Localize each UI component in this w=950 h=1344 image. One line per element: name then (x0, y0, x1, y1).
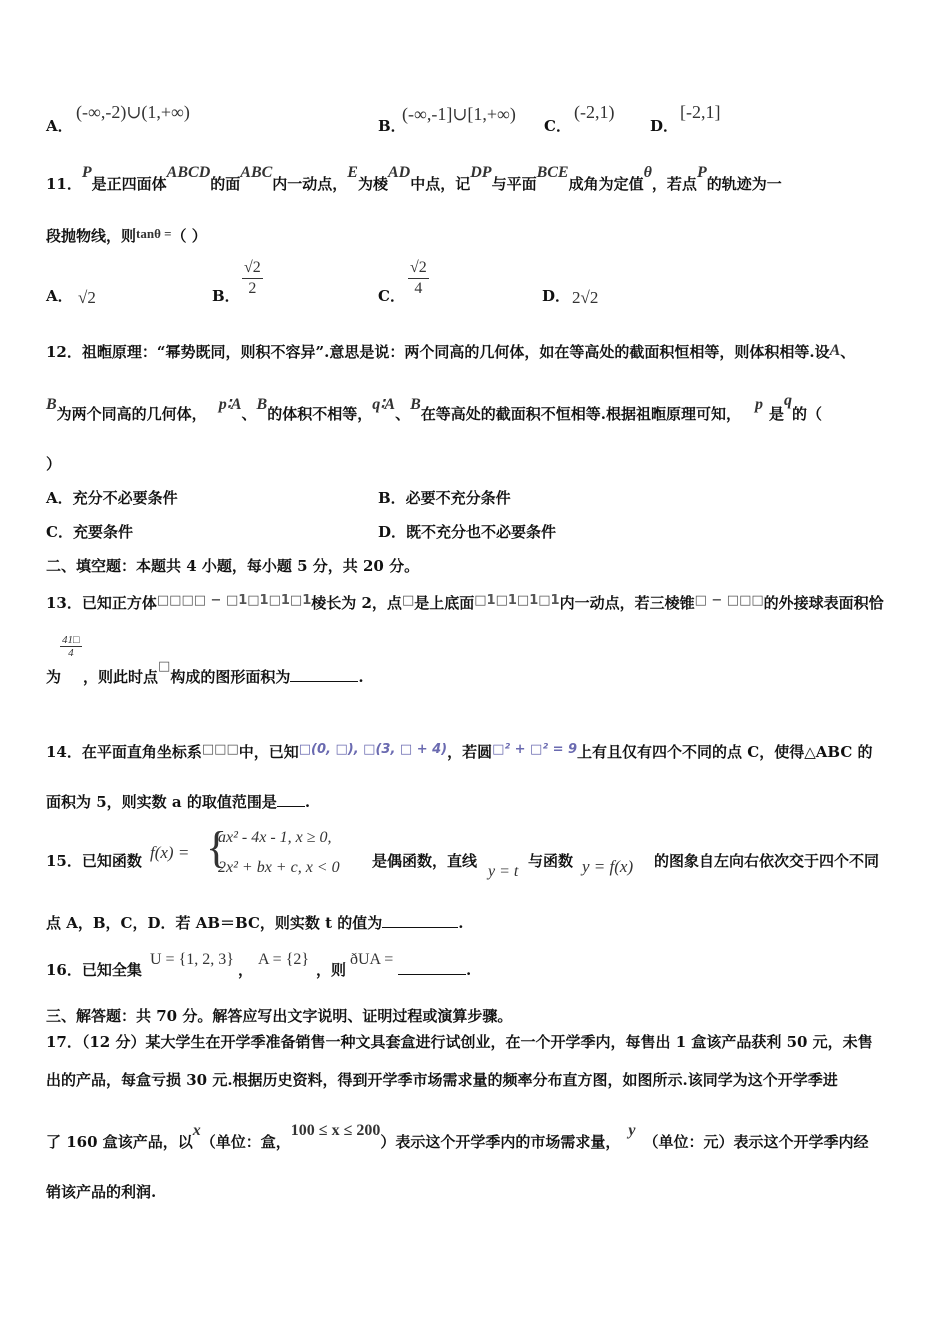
q17-line1: 17．（12 分）某大学生在开学季准备销售一种文具套盒进行试创业，在一个开学季内，每售出 1 盒该产品获利 50 元，未售 (46, 1033, 873, 1051)
q12-text: 、 (395, 405, 411, 423)
q11-option-a-label: A． (46, 287, 73, 305)
q11-text: 与平面 (491, 175, 537, 193)
q11-text: 成角为定值 (568, 175, 644, 193)
q14-line2 (46, 792, 310, 812)
q13-text: 的外接球表面积恰 (763, 594, 884, 612)
q11-option-b-label: B． (212, 287, 240, 305)
q13-text: . (358, 668, 364, 686)
q15-fx: f(x) = (150, 843, 190, 862)
q11-text: 的轨迹为一 (706, 175, 782, 193)
q10-option-c-label: C． (544, 117, 571, 135)
q11-option-d-math: 2√2 (572, 288, 599, 307)
q17-text: （单位：元）表示这个开学季内经 (643, 1133, 869, 1151)
q16-text: ，则 (316, 961, 347, 979)
q11-option-b-math (242, 258, 263, 299)
q12-line2 (46, 392, 823, 425)
q11-text: 的面 (210, 175, 241, 193)
q14-missing-glyph: □□□ (201, 742, 239, 757)
q11-text: 段抛物线，则 (46, 227, 137, 245)
q12-text: 的（ (792, 405, 823, 423)
q15-text: 与函数 (528, 852, 574, 870)
q15-text: 是偶函数，直线 (372, 852, 478, 870)
q17-text: 了 160 盒该产品，以 (46, 1133, 193, 1151)
q10-option-d-label: D． (650, 117, 679, 135)
q11-var-ad: AD (387, 164, 411, 181)
q11-text: 中点，记 (410, 175, 471, 193)
q12-text: 在等高处的截面积不恒相等.根据祖暅原理可知， (420, 405, 741, 423)
q13-text: 内一动点，若三棱锥 (559, 594, 695, 612)
q12-var-p: p (755, 396, 763, 413)
q13-text: 是上底面 (414, 594, 475, 612)
q12-line1 (46, 342, 855, 363)
q13-text: ，则此时点 (83, 668, 159, 686)
q11-var-abc: ABC (240, 164, 273, 181)
q11-line1 (46, 164, 782, 195)
q13-answer-blank[interactable] (290, 667, 358, 682)
q16-tail (398, 960, 471, 980)
q15-text: . (458, 914, 464, 932)
section-2-heading: 二、填空题：本题共 4 小题，每小题 5 分，共 20 分。 (46, 557, 420, 575)
q11-var-theta: θ (643, 164, 652, 181)
q17-var-x: x (192, 1122, 201, 1139)
q15-case2: 2x² + bx + c, x < 0 (218, 859, 340, 876)
q11-text: ，若点 (651, 175, 697, 193)
q12-option-a: A．充分不必要条件 (46, 489, 178, 507)
q17-line2: 出的产品，每盒亏损 30 元.根据历史资料，得到开学季市场需求量的频率分布直方图，如图所示.该同学为这个开学季进 (46, 1071, 838, 1089)
q10-option-a-label: A． (46, 117, 73, 135)
q14-answer-blank[interactable] (277, 792, 305, 807)
q10-option-c-math: (-2,1) (574, 102, 615, 122)
q16-label: 16．已知全集 (46, 961, 142, 979)
frac-numerator: √2 (242, 258, 263, 279)
q11-var-abcd: ABCD (166, 164, 211, 181)
frac-denominator: 4 (414, 280, 423, 297)
q14-text: . (304, 793, 311, 811)
q14-line1 (46, 742, 873, 764)
q15-label: 15．已知函数 (46, 852, 142, 870)
q12-text: 的体积不相等， (267, 405, 373, 423)
q11-text: 为棱 (357, 175, 388, 193)
q13-missing-glyph: □ − □□□ (694, 593, 764, 608)
q13-text: 构成的图形面积为 (170, 668, 291, 686)
q13-text: 为 (46, 668, 62, 686)
frac-numerator: 41□ (62, 634, 80, 646)
q12-option-c: C．充要条件 (46, 523, 133, 541)
q12-var-b: B (46, 396, 57, 413)
q14-circle-equation: □² + □² = 9 (492, 742, 578, 757)
q17-text: （单位：盒， (200, 1133, 291, 1151)
q12-p-colon-a: p∶A (218, 396, 242, 413)
q15-case1: ax² - 4x - 1, x ≥ 0, (218, 829, 332, 846)
q13-line1 (46, 593, 884, 615)
q14-text: ，若圆 (447, 743, 493, 761)
q12-text: 为两个同高的几何体， (56, 405, 207, 423)
frac-denominator: 2 (248, 280, 257, 297)
q13-fraction (60, 634, 82, 659)
q13-missing-glyph: □ (401, 593, 415, 608)
q14-points-ab: □(0, □), □(3, □ + 4) (298, 742, 448, 757)
q12-text: 是 (769, 405, 785, 423)
q11-var-e: E (347, 164, 358, 181)
q13-missing-glyph: □□□□ − □1□1□1□1 (156, 593, 312, 608)
q15-answer-blank[interactable] (382, 913, 458, 928)
q16-answer-blank[interactable] (398, 960, 466, 975)
q15-line2 (46, 913, 464, 933)
q11-var-bce: BCE (536, 164, 569, 181)
q16-complement: ðUA = (350, 951, 394, 968)
q14-text: 上有且仅有四个不同的点 C，使得△ABC 的 (577, 743, 873, 761)
frac-numerator: √2 (408, 258, 429, 279)
q11-text: 是正四面体 (91, 175, 167, 193)
q17-line4: 销该产品的利润. (46, 1183, 157, 1201)
q12-text: 、 (241, 405, 257, 423)
section-3-heading: 三、解答题：共 70 分。解答应写出文字说明、证明过程或演算步骤。 (46, 1007, 513, 1025)
q13-missing-glyph: □ (158, 659, 171, 674)
q13-line2 (46, 659, 364, 689)
q13-text: 13．已知正方体 (46, 594, 157, 612)
q11-option-d-label: D． (542, 287, 571, 305)
q12-option-b: B．必要不充分条件 (378, 489, 511, 507)
q15-text: 的图象自左向右依次交于四个不同 (654, 852, 880, 870)
q11-tan-theta: tanθ = (136, 226, 172, 241)
q12-option-d: D．既不充分也不必要条件 (378, 523, 557, 541)
q11-option-c-label: C． (378, 287, 405, 305)
q10-option-d-math: [-2,1] (680, 102, 721, 122)
q12-var-q: q (784, 392, 793, 409)
q12-var-a: A (829, 342, 841, 359)
q11-text: 内一动点， (272, 175, 348, 193)
q14-text: 中，已知 (238, 743, 299, 761)
q11-var-p: P (81, 164, 92, 181)
q11-option-c-math (408, 258, 429, 299)
q16-universal-set: U = {1, 2, 3} (150, 951, 234, 968)
q12-q-colon-a: q∶A (372, 396, 396, 413)
q17-line3 (46, 1122, 869, 1153)
q11-option-a-math: √2 (78, 288, 96, 307)
q11-var-dp: DP (470, 164, 492, 181)
q10-option-a-math: (-∞,-2)∪(1,+∞) (76, 102, 190, 122)
q15-line-y-t: y = t (488, 863, 519, 880)
q11-var-p: P (696, 164, 707, 181)
q17-text: ）表示这个开学季内的市场需求量， (380, 1133, 621, 1151)
q15-y-fx: y = f(x) (582, 857, 634, 876)
q17-var-y: y (628, 1122, 636, 1139)
q12-close-paren: ） (46, 455, 62, 473)
q13-missing-glyph: □1□1□1□1 (474, 593, 560, 608)
q17-range: 100 ≤ x ≤ 200 (290, 1122, 381, 1139)
q12-var-b: B (410, 396, 421, 413)
q16-text: . (466, 961, 472, 979)
q12-text: 、 (840, 343, 856, 361)
q16-set-a: A = {2} (258, 951, 310, 968)
q14-text: 14．在平面直角坐标系 (46, 743, 202, 761)
q10-option-b-label: B． (378, 117, 406, 135)
q11-text: （ ） (171, 227, 207, 245)
frac-denominator: 4 (68, 647, 74, 659)
q14-text: 面积为 5，则实数 a 的取值范围是 (46, 793, 277, 811)
q10-option-b-math: (-∞,-1]∪[1,+∞) (402, 104, 516, 124)
q13-text: 棱长为 2，点 (311, 594, 402, 612)
q12-text: 12．祖暅原理：“幂势既同，则积不容异”.意思是说：两个同高的几何体，如在等高处的截面积恒相等，则体积相等.设 (46, 343, 830, 361)
q11-line2 (46, 226, 207, 247)
q11-number: 11． (46, 175, 82, 193)
q15-text: 点 A，B，C，D．若 AB＝BC，则实数 t 的值为 (46, 914, 383, 932)
q15-brace: { (206, 823, 228, 872)
q16-text: ， (238, 961, 254, 979)
q12-var-b: B (256, 396, 268, 413)
